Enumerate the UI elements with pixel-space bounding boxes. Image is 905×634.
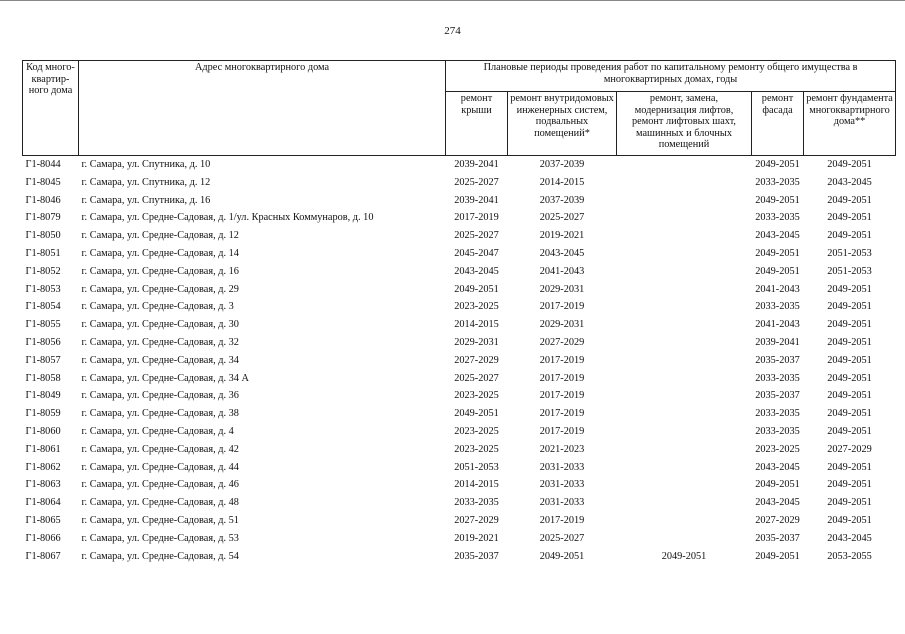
- cell-address: г. Самара, ул. Средне-Садовая, д. 1/ул. Красных Коммунаров, д. 10: [81, 212, 374, 224]
- table-row: [23, 370, 896, 388]
- cell-roof: 2045-2047: [454, 247, 499, 259]
- cell-lifts: [617, 512, 752, 530]
- cell-foundation: 2027-2029: [827, 443, 872, 455]
- cell-address: г. Самара, ул. Средне-Садовая, д. 32: [81, 336, 239, 348]
- cell-foundation: 2053-2055: [827, 550, 872, 562]
- cell-roof: 2025-2027: [454, 176, 499, 188]
- cell-roof: 2027-2029: [454, 514, 499, 526]
- cell-code: Г1-8066: [25, 532, 61, 544]
- table-body: [23, 156, 896, 566]
- cell-systems: 2019-2021: [539, 230, 585, 242]
- table-row: [23, 245, 896, 263]
- cell-address: г. Самара, ул. Средне-Садовая, д. 34 А: [81, 372, 249, 384]
- cell-foundation: 2049-2051: [827, 425, 872, 437]
- cell-foundation: 2049-2051: [827, 461, 872, 473]
- cell-foundation: 2049-2051: [827, 301, 872, 313]
- cell-roof: 2014-2015: [454, 319, 499, 331]
- cell-roof: 2023-2025: [454, 301, 499, 313]
- cell-foundation: 2049-2051: [827, 159, 872, 170]
- cell-foundation: 2049-2051: [827, 408, 872, 420]
- cell-code: Г1-8058: [25, 372, 61, 384]
- table-row: [23, 316, 896, 334]
- cell-address: г. Самара, ул. Спутника, д. 12: [81, 176, 211, 188]
- cell-lifts: [617, 352, 752, 370]
- cell-foundation: 2049-2051: [827, 479, 872, 491]
- cell-foundation: 2049-2051: [827, 319, 872, 331]
- cell-lifts: [617, 174, 752, 192]
- cell-facade: 2023-2025: [755, 443, 800, 455]
- cell-facade: 2041-2043: [755, 319, 800, 331]
- cell-facade: 2033-2035: [755, 176, 800, 188]
- cell-roof: 2023-2025: [454, 443, 499, 455]
- cell-address: г. Самара, ул. Средне-Садовая, д. 3: [81, 301, 234, 313]
- cell-code: Г1-8046: [25, 194, 61, 206]
- cell-address: г. Самара, ул. Средне-Садовая, д. 54: [81, 550, 239, 562]
- cell-lifts: 2049-2051: [661, 550, 707, 562]
- cell-roof: 2035-2037: [454, 550, 499, 562]
- cell-roof: 2025-2027: [454, 372, 499, 384]
- cell-lifts: [617, 441, 752, 459]
- cell-systems: 2031-2033: [539, 479, 585, 491]
- cell-facade: 2043-2045: [755, 230, 800, 242]
- cell-lifts: [617, 405, 752, 423]
- cell-code: Г1-8051: [25, 247, 61, 259]
- cell-lifts: [617, 263, 752, 281]
- cell-lifts: [617, 530, 752, 548]
- cell-code: Г1-8054: [25, 301, 61, 313]
- table-row: [23, 209, 896, 227]
- cell-address: г. Самара, ул. Средне-Садовая, д. 12: [81, 230, 239, 242]
- cell-lifts: [617, 459, 752, 477]
- cell-facade: 2039-2041: [755, 336, 800, 348]
- table-row: [23, 530, 896, 548]
- cell-systems: 2029-2031: [539, 283, 585, 295]
- cell-address: г. Самара, ул. Средне-Садовая, д. 29: [81, 283, 239, 295]
- cell-facade: 2049-2051: [755, 194, 800, 206]
- cell-foundation: 2049-2051: [827, 336, 872, 348]
- header-foundation: ремонт фундамента многоквартирного дома**: [804, 92, 896, 156]
- cell-roof: 2025-2027: [454, 230, 499, 242]
- cell-systems: 2017-2019: [539, 301, 585, 313]
- cell-facade: 2033-2035: [755, 372, 800, 384]
- cell-code: Г1-8055: [25, 319, 61, 331]
- cell-facade: 2033-2035: [755, 301, 800, 313]
- table-row: [23, 423, 896, 441]
- cell-address: г. Самара, ул. Средне-Садовая, д. 30: [81, 319, 239, 331]
- cell-code: Г1-8060: [25, 425, 61, 437]
- table-row: [23, 334, 896, 352]
- cell-address: г. Самара, ул. Средне-Садовая, д. 44: [81, 461, 239, 473]
- cell-systems: 2014-2015: [539, 176, 585, 188]
- cell-address: г. Самара, ул. Средне-Садовая, д. 46: [81, 479, 239, 491]
- cell-lifts: [617, 298, 752, 316]
- cell-facade: 2035-2037: [755, 532, 800, 544]
- cell-lifts: [617, 494, 752, 512]
- cell-facade: 2033-2035: [755, 425, 800, 437]
- cell-roof: 2033-2035: [454, 497, 499, 509]
- cell-lifts: [617, 387, 752, 405]
- cell-code: Г1-8057: [25, 354, 61, 366]
- cell-lifts: [617, 281, 752, 299]
- cell-facade: 2049-2051: [755, 265, 800, 277]
- cell-code: Г1-8053: [25, 283, 61, 295]
- cell-code: Г1-8063: [25, 479, 61, 491]
- cell-systems: 2029-2031: [539, 319, 585, 331]
- cell-facade: 2049-2051: [755, 479, 800, 491]
- table-row: [23, 494, 896, 512]
- cell-facade: 2043-2045: [755, 461, 800, 473]
- cell-systems: 2021-2023: [539, 443, 585, 455]
- cell-code: Г1-8052: [25, 265, 61, 277]
- table-row: [23, 227, 896, 245]
- cell-roof: 2039-2041: [454, 159, 499, 170]
- cell-foundation: 2049-2051: [827, 390, 872, 402]
- cell-roof: 2043-2045: [454, 265, 499, 277]
- cell-foundation: 2049-2051: [827, 212, 872, 224]
- cell-facade: 2035-2037: [755, 354, 800, 366]
- cell-roof: 2027-2029: [454, 354, 499, 366]
- cell-foundation: 2043-2045: [827, 532, 872, 544]
- table-row: [23, 281, 896, 299]
- cell-roof: 2049-2051: [454, 408, 499, 420]
- cell-address: г. Самара, ул. Средне-Садовая, д. 38: [81, 408, 239, 420]
- cell-facade: 2049-2051: [755, 159, 800, 170]
- table-row: [23, 476, 896, 494]
- cell-roof: 2051-2053: [454, 461, 499, 473]
- cell-code: Г1-8049: [25, 390, 61, 402]
- cell-systems: 2043-2045: [539, 247, 585, 259]
- cell-foundation: 2049-2051: [827, 354, 872, 366]
- table-row: [23, 405, 896, 423]
- cell-address: г. Самара, ул. Средне-Садовая, д. 48: [81, 497, 239, 509]
- table-row: [23, 298, 896, 316]
- capital-repair-table: [22, 60, 896, 565]
- cell-code: Г1-8064: [25, 497, 61, 509]
- cell-facade: 2027-2029: [755, 514, 800, 526]
- cell-facade: 2033-2035: [755, 408, 800, 420]
- cell-facade: 2049-2051: [755, 247, 800, 259]
- cell-lifts: [617, 476, 752, 494]
- cell-code: Г1-8067: [25, 550, 61, 562]
- cell-foundation: 2049-2051: [827, 372, 872, 384]
- cell-facade: 2033-2035: [755, 212, 800, 224]
- cell-roof: 2023-2025: [454, 425, 499, 437]
- cell-facade: 2035-2037: [755, 390, 800, 402]
- cell-lifts: [617, 316, 752, 334]
- table-row: [23, 459, 896, 477]
- cell-roof: 2019-2021: [454, 532, 499, 544]
- cell-code: Г1-8050: [25, 230, 61, 242]
- cell-address: г. Самара, ул. Средне-Садовая, д. 16: [81, 265, 239, 277]
- cell-systems: 2025-2027: [539, 212, 585, 224]
- cell-address: г. Самара, ул. Средне-Садовая, д. 53: [81, 532, 239, 544]
- cell-lifts: [617, 156, 752, 174]
- cell-address: г. Самара, ул. Средне-Садовая, д. 36: [81, 390, 239, 402]
- table-row: [23, 352, 896, 370]
- cell-roof: 2029-2031: [454, 336, 499, 348]
- cell-systems: 2017-2019: [539, 390, 585, 402]
- cell-lifts: [617, 423, 752, 441]
- table-row: [23, 156, 896, 174]
- page-number: 274: [444, 25, 461, 37]
- header-systems: ремонт внутридомовых инженерных систем, подвальных помещений*: [508, 92, 617, 156]
- cell-roof: 2023-2025: [454, 390, 499, 402]
- cell-lifts: [617, 245, 752, 263]
- cell-lifts: [617, 209, 752, 227]
- cell-code: Г1-8065: [25, 514, 61, 526]
- cell-address: г. Самара, ул. Средне-Садовая, д. 14: [81, 247, 239, 259]
- cell-foundation: 2051-2053: [827, 265, 872, 277]
- cell-systems: 2017-2019: [539, 408, 585, 420]
- cell-lifts: [617, 334, 752, 352]
- cell-code: Г1-8044: [25, 159, 61, 170]
- table-row: [23, 174, 896, 192]
- cell-foundation: 2049-2051: [827, 497, 872, 509]
- cell-address: г. Самара, ул. Спутника, д. 10: [81, 159, 211, 170]
- cell-systems: 2049-2051: [539, 550, 585, 562]
- cell-systems: 2037-2039: [539, 194, 585, 206]
- cell-facade: 2049-2051: [755, 550, 800, 562]
- cell-systems: 2037-2039: [539, 159, 585, 170]
- cell-address: г. Самара, ул. Средне-Садовая, д. 51: [81, 514, 239, 526]
- cell-systems: 2017-2019: [539, 425, 585, 437]
- cell-systems: 2031-2033: [539, 461, 585, 473]
- cell-systems: 2031-2033: [539, 497, 585, 509]
- header-address: Адрес многоквартирного дома: [79, 61, 446, 156]
- cell-foundation: 2049-2051: [827, 514, 872, 526]
- cell-foundation: 2049-2051: [827, 230, 872, 242]
- cell-facade: 2043-2045: [755, 497, 800, 509]
- cell-systems: 2017-2019: [539, 372, 585, 384]
- cell-systems: 2025-2027: [539, 532, 585, 544]
- cell-code: Г1-8061: [25, 443, 61, 455]
- page-top-rule: [0, 0, 905, 1]
- cell-foundation: 2043-2045: [827, 176, 872, 188]
- header-periods: Плановые периоды проведения работ по капитальному ремонту общего имущества в многоквартирных домах, годы: [446, 61, 896, 92]
- cell-foundation: 2049-2051: [827, 283, 872, 295]
- table-row: [23, 441, 896, 459]
- cell-roof: 2014-2015: [454, 479, 499, 491]
- cell-foundation: 2049-2051: [827, 194, 872, 206]
- cell-facade: 2041-2043: [755, 283, 800, 295]
- cell-lifts: [617, 227, 752, 245]
- cell-systems: 2041-2043: [539, 265, 585, 277]
- cell-code: Г1-8056: [25, 336, 61, 348]
- cell-address: г. Самара, ул. Средне-Садовая, д. 34: [81, 354, 239, 366]
- cell-systems: 2017-2019: [539, 514, 585, 526]
- cell-code: Г1-8079: [25, 212, 61, 224]
- table-row: [23, 548, 896, 566]
- table-row: [23, 387, 896, 405]
- cell-code: Г1-8059: [25, 408, 61, 420]
- cell-address: г. Самара, ул. Спутника, д. 16: [81, 194, 211, 206]
- header-facade: ремонт фасада: [752, 92, 804, 156]
- header-roof: ремонт крыши: [446, 92, 508, 156]
- cell-systems: 2027-2029: [539, 336, 585, 348]
- table-row: [23, 512, 896, 530]
- header-code: Код много-квартир-ного дома: [23, 61, 79, 156]
- cell-foundation: 2051-2053: [827, 247, 872, 259]
- cell-roof: 2039-2041: [454, 194, 499, 206]
- cell-roof: 2017-2019: [454, 212, 499, 224]
- cell-roof: 2049-2051: [454, 283, 499, 295]
- cell-code: Г1-8062: [25, 461, 61, 473]
- cell-systems: 2017-2019: [539, 354, 585, 366]
- table-row: [23, 192, 896, 210]
- table-row: [23, 263, 896, 281]
- cell-address: г. Самара, ул. Средне-Садовая, д. 42: [81, 443, 239, 455]
- cell-code: Г1-8045: [25, 176, 61, 188]
- cell-address: г. Самара, ул. Средне-Садовая, д. 4: [81, 425, 234, 437]
- header-lifts: ремонт, замена, модернизация лифтов, ремонт лифтовых шахт, машинных и блочных помещений: [617, 92, 752, 156]
- cell-lifts: [617, 370, 752, 388]
- cell-lifts: [617, 192, 752, 210]
